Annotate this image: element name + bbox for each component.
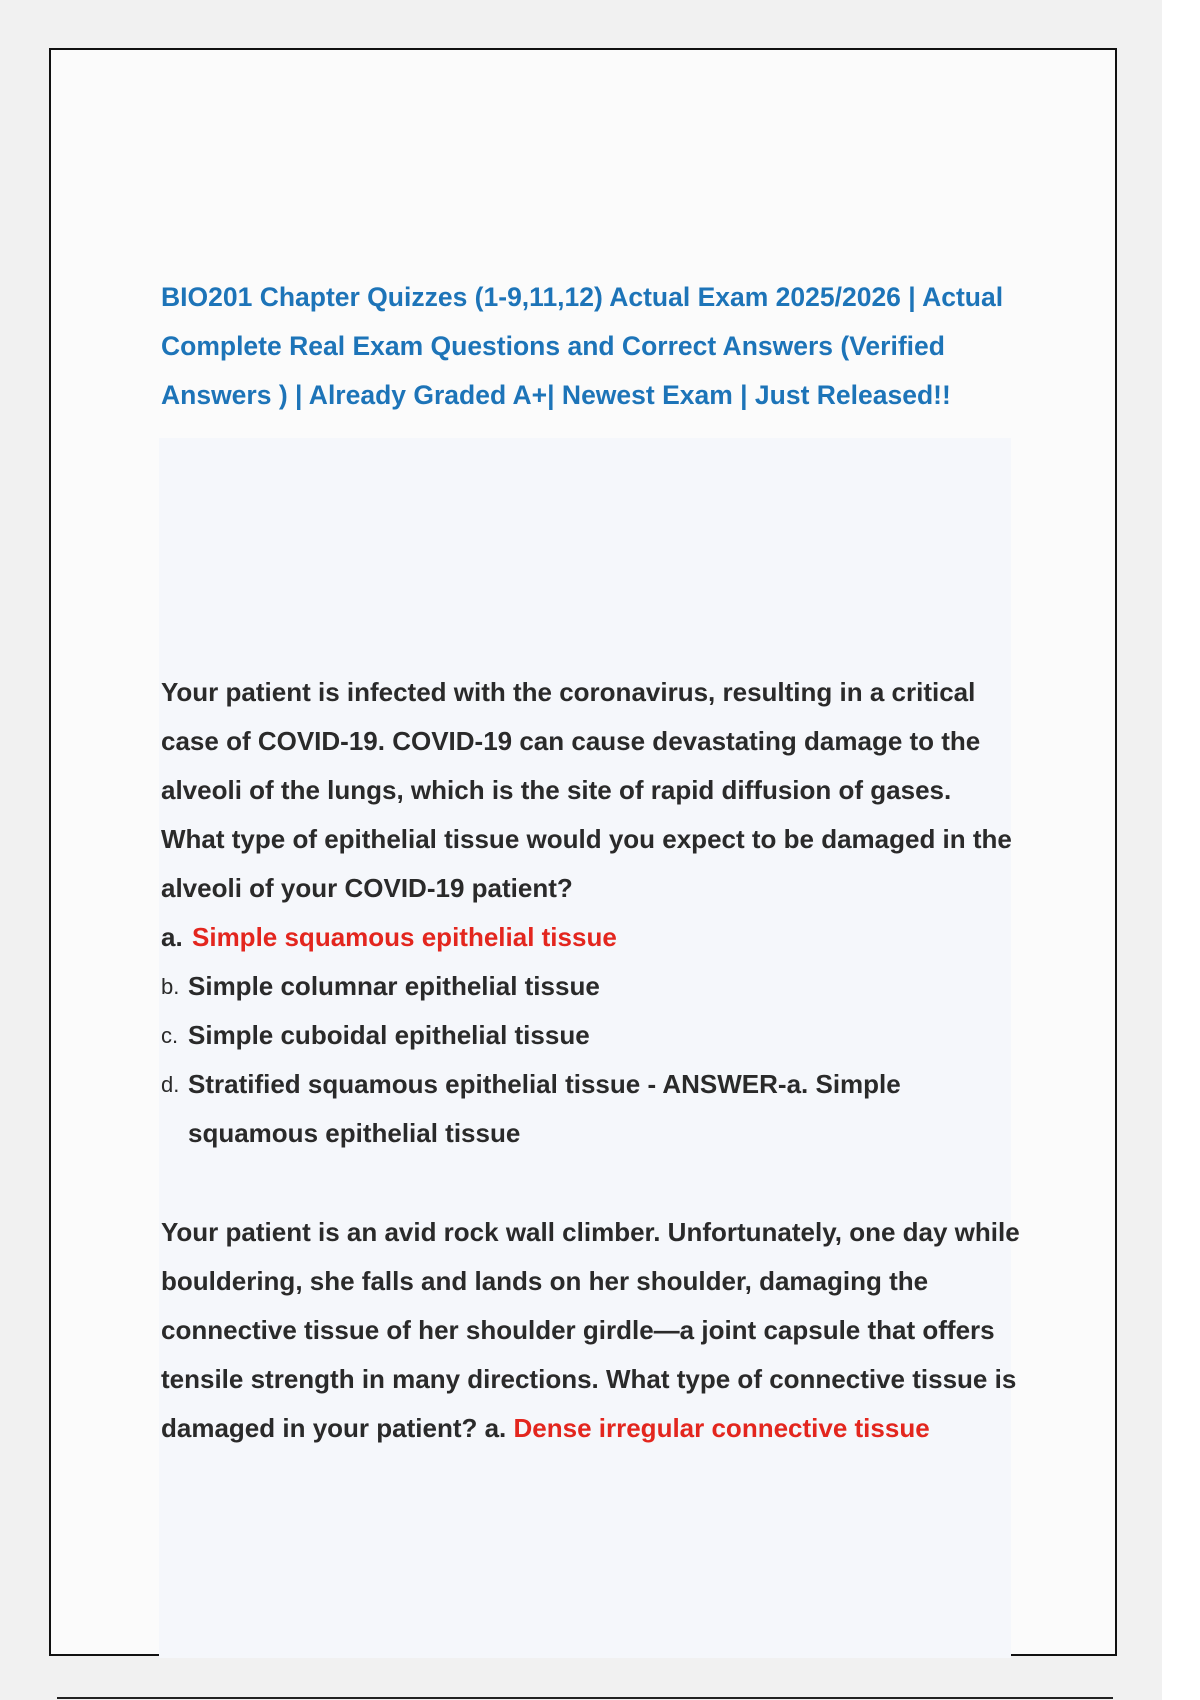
question-1-text: Your patient is infected with the coronavirus, resulting in a critical case of COVID-19. COVID-19 can cause devastating damage to the alveoli of the lungs, which is the site of rapid diffusion of gases. What type of epithelial tissue would you expect to be damaged in the alveoli of your COVID-19 patient? [161, 677, 1012, 903]
next-page-top-border [57, 1697, 1113, 1699]
question-2-answer: Dense irregular connective tissue [513, 1413, 930, 1443]
document-title: BIO201 Chapter Quizzes (1-9,11,12) Actual Exam 2025/2026 | Actual Complete Real Exam Questions and Correct Answers (Verified Answers ) | Already Graded A+| Newest Exam | Just Released!! [161, 282, 1004, 410]
option-text-correct: Simple squamous epithelial tissue [192, 922, 617, 952]
question-1-option-b [161, 962, 1021, 1011]
option-text: Stratified squamous epithelial tissue - ANSWER-a. Simple squamous epithelial tissue [188, 1069, 901, 1148]
page-edge-strip [1162, 0, 1200, 1700]
question-1-option-c [161, 1011, 1021, 1060]
option-letter: d. [161, 1072, 180, 1097]
question-2 [161, 1208, 1021, 1453]
option-text: Simple columnar epithelial tissue [188, 971, 600, 1001]
question-2-text: Your patient is an avid rock wall climber. Unfortunately, one day while bouldering, she falls and lands on her shoulder, damaging the connective tissue of her shoulder girdle—a joint capsule that offers tensile strength in many directions. What type of connective tissue is damaged in your patient? a. [161, 1217, 1020, 1443]
question-1-option-a [161, 913, 1021, 962]
option-letter: a. [161, 922, 183, 952]
document-page [49, 48, 1117, 1656]
option-letter: c. [161, 1023, 179, 1048]
question-1 [161, 668, 1021, 1158]
document-content [161, 273, 1061, 1443]
question-1-option-d [161, 1060, 1021, 1158]
option-text: Simple cuboidal epithelial tissue [188, 1020, 590, 1050]
option-letter: b. [161, 974, 180, 999]
